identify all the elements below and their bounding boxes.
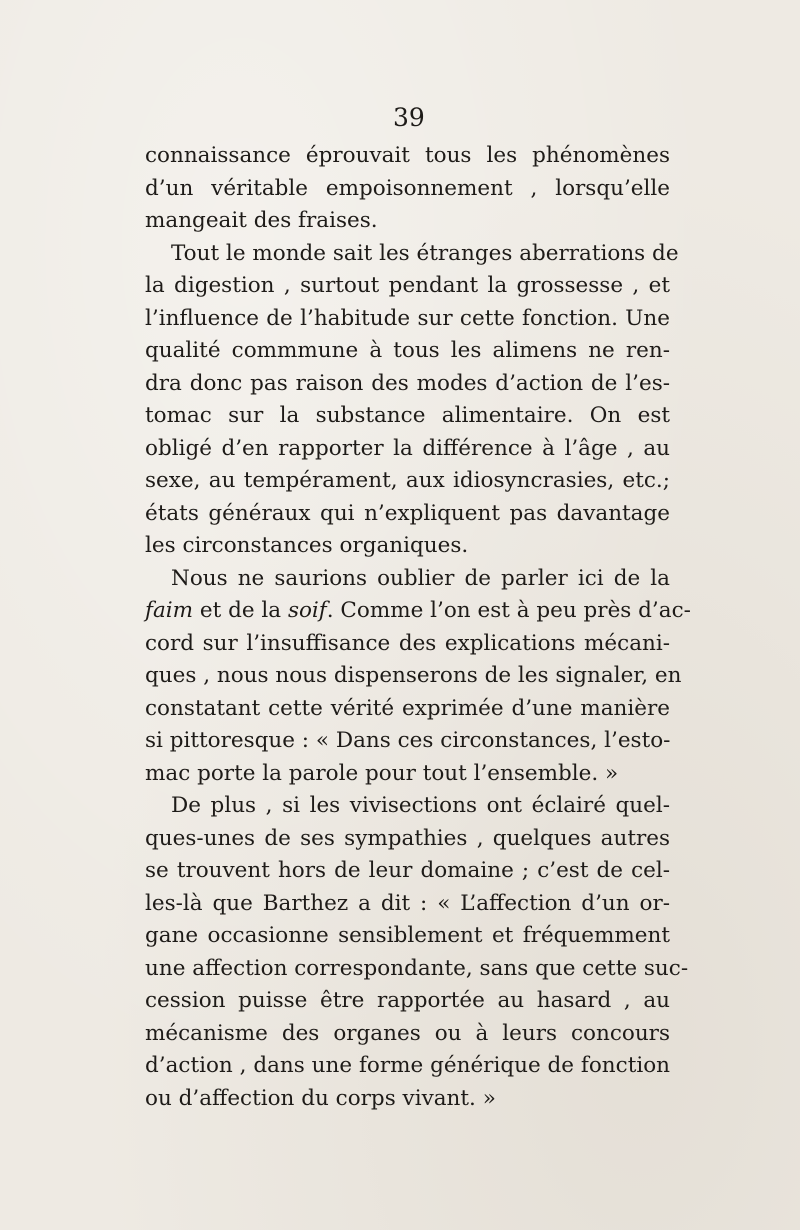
text-line: états généraux qui n’expliquent pas davantage <box>145 500 670 526</box>
text-line: l’influence de l’habitude sur cette fonction. Une <box>145 305 670 331</box>
text-line: d’un véritable empoisonnement , lorsqu’elle <box>145 175 670 201</box>
text-line: d’action , dans une forme générique de fonction <box>145 1053 670 1078</box>
text-line: ou d’affection du corps vivant. » <box>145 1085 496 1111</box>
text-run: . Comme l’on est à peu près d’ac- <box>326 598 691 623</box>
italic-word-faim: faim <box>145 598 194 623</box>
text-line: se trouvent hors de leur domaine ; c’est de cel- <box>145 858 670 883</box>
text-line: mangeait des fraises. <box>145 208 378 233</box>
text-line: Tout le monde sait les étranges aberrations de <box>171 240 679 266</box>
text-line: qualité commmune à tous les alimens ne ren- <box>145 338 670 363</box>
text-line: les circonstances organiques. <box>145 533 469 558</box>
text-line: connaissance éprouvait tous les phénomènes <box>145 143 670 168</box>
text-line: obligé d’en rapporter la différence à l’âge , au <box>145 435 670 461</box>
text-line: les-là que Barthez a dit : « L’affection d’un or- <box>145 890 670 916</box>
italic-word-soif: soif <box>287 598 327 623</box>
text-line: gane occasionne sensiblement et fréquemment <box>145 923 670 948</box>
text-line: De plus , si les vivisections ont éclairé quel- <box>171 793 670 818</box>
body-text <box>145 140 691 1115</box>
text-line: cession puisse être rapportée au hasard , au <box>145 988 670 1013</box>
text-line: Nous ne saurions oublier de parler ici de la <box>171 565 670 591</box>
text-line: ques-unes de ses sympathies , quelques autres <box>145 825 670 851</box>
page-number: 39 <box>393 103 425 132</box>
text-line: tomac sur la substance alimentaire. On est <box>145 403 670 428</box>
text-line: ques , nous nous dispenserons de les signaler, en <box>145 663 682 688</box>
text-line: cord sur l’insuffisance des explications mécani- <box>145 630 670 656</box>
text-run: et de la <box>193 598 288 623</box>
text-line: mac porte la parole pour tout l’ensemble. » <box>145 760 619 786</box>
text-line: la digestion , surtout pendant la grossesse , et <box>145 273 670 298</box>
text-line: sexe, au tempérament, aux idiosyncrasies, etc.; <box>145 468 670 493</box>
text-line-mixed <box>145 595 691 628</box>
text-line: si pittoresque : « Dans ces circonstances, l’esto- <box>145 728 671 753</box>
text-line: dra donc pas raison des modes d’action de l’es- <box>145 370 670 396</box>
text-line: mécanisme des organes ou à leurs concours <box>145 1020 670 1046</box>
text-line: une affection correspondante, sans que cette suc- <box>145 955 689 981</box>
text-line: constatant cette vérité exprimée d’une manière <box>145 695 670 721</box>
